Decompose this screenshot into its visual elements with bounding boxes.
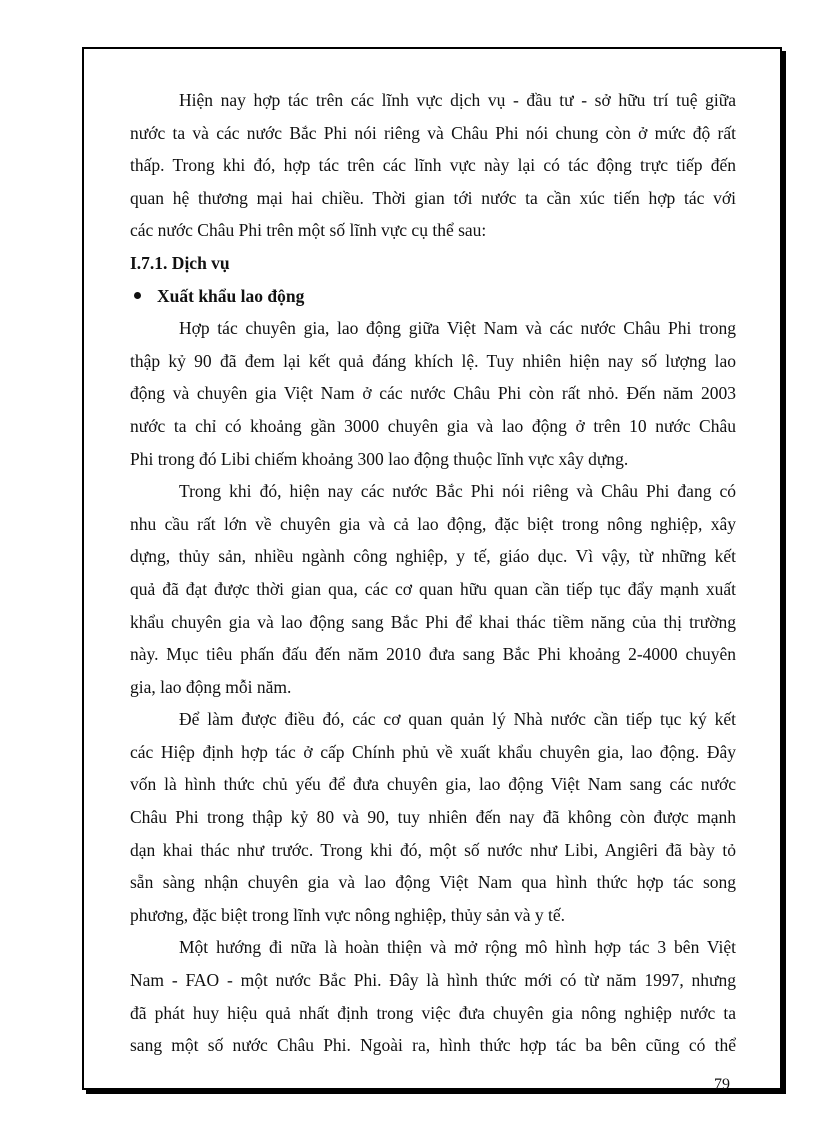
bullet-heading [130, 280, 736, 313]
text-line: Trong khi đó, hiện nay các nước Bắc Phi nói riêng và Châu Phi đang có [179, 481, 736, 502]
text-line: nước ta chỉ có khoảng gần 3000 chuyên gia và lao động ở trên 10 nước Châu [130, 415, 736, 436]
text-line: các nước Châu Phi trên một số lĩnh vực cụ thể sau: [130, 220, 487, 241]
text-line: gia, lao động mỗi năm. [130, 676, 292, 697]
text-line: vốn là hình thức chủ yếu để đưa chuyên gia, lao động Việt Nam sang các nước [130, 774, 736, 795]
text-line: sẵn sàng nhận chuyên gia và lao động Việt Nam qua hình thức hợp tác song [130, 872, 736, 893]
text-line: Hợp tác chuyên gia, lao động giữa Việt Nam và các nước Châu Phi trong [179, 318, 736, 339]
text-line: dựng, thủy sản, nhiều ngành công nghiệp, y tế, giáo dục. Vì vậy, từ những kết [130, 546, 736, 567]
text-line: đã phát huy hiệu quả nhất định trong việc đưa chuyên gia nông nghiệp nước ta [130, 1002, 736, 1023]
text-line: quan hệ thương mại hai chiều. Thời gian tới nước ta cần xúc tiến hợp tác với [130, 187, 736, 208]
text-line: sang một số nước Châu Phi. Ngoài ra, hình thức hợp tác ba bên cũng có thể [130, 1035, 736, 1056]
text-line: Hiện nay hợp tác trên các lĩnh vực dịch vụ - đầu tư - sở hữu trí tuệ giữa [179, 90, 736, 110]
paragraph [130, 475, 736, 703]
text-line: Một hướng đi nữa là hoàn thiện và mở rộng mô hình hợp tác 3 bên Việt [179, 937, 736, 958]
text-line: nhu cầu rất lớn về chuyên gia và cả lao động, đặc biệt trong nông nghiệp, xây [130, 513, 736, 534]
text-line: động và chuyên gia Việt Nam ở các nước Châu Phi còn rất nhỏ. Đến năm 2003 [130, 383, 736, 404]
text-line: thập kỷ 90 đã đem lại kết quả đáng khích lệ. Tuy nhiên hiện nay số lượng lao [130, 350, 736, 371]
text-line: Để làm được điều đó, các cơ quan quản lý Nhà nước cần tiếp tục ký kết [179, 709, 736, 730]
text-line: quả đã đạt được thời gian qua, các cơ quan hữu quan cần tiếp tục đẩy mạnh xuất [130, 578, 736, 599]
text-line: dạn khai thác như trước. Trong khi đó, một số nước như Libi, Angiêri đã bày tỏ [130, 839, 736, 860]
text-line: Nam - FAO - một nước Bắc Phi. Đây là hình thức mới có từ năm 1997, nhưng [130, 970, 736, 991]
bullet-heading-text: Xuất khẩu lao động [157, 285, 305, 306]
document-body [130, 84, 736, 1062]
text-line: phương, đặc biệt trong lĩnh vực nông nghiệp, thủy sản và y tế. [130, 904, 566, 925]
text-line: nước ta và các nước Bắc Phi nói riêng và Châu Phi nói chung còn ở mức độ rất [130, 122, 736, 143]
text-line: Phi trong đó Libi chiếm khoảng 300 lao động thuộc lĩnh vực xây dựng. [130, 448, 629, 469]
text-line: khẩu chuyên gia và lao động sang Bắc Phi để khai thác tiềm năng của thị trường [130, 611, 736, 632]
paragraph [130, 703, 736, 931]
text-line: thấp. Trong khi đó, hợp tác trên các lĩnh vực này lại có tác động trực tiếp đến [130, 155, 736, 176]
paragraph [130, 84, 736, 247]
text-line: Châu Phi trong thập kỷ 80 và 90, tuy nhiên đến nay đã không còn được mạnh [130, 807, 736, 828]
paragraph [130, 312, 736, 475]
text-line: này. Mục tiêu phấn đấu đến năm 2010 đưa sang Bắc Phi khoảng 2-4000 chuyên [130, 644, 736, 665]
bullet-icon [134, 292, 141, 299]
section-heading: I.7.1. Dịch vụ [130, 252, 230, 273]
text-line: các Hiệp định hợp tác ở cấp Chính phủ về xuất khẩu chuyên gia, lao động. Đây [130, 741, 736, 762]
paragraph [130, 931, 736, 1061]
page-number: 79 [714, 1076, 730, 1093]
